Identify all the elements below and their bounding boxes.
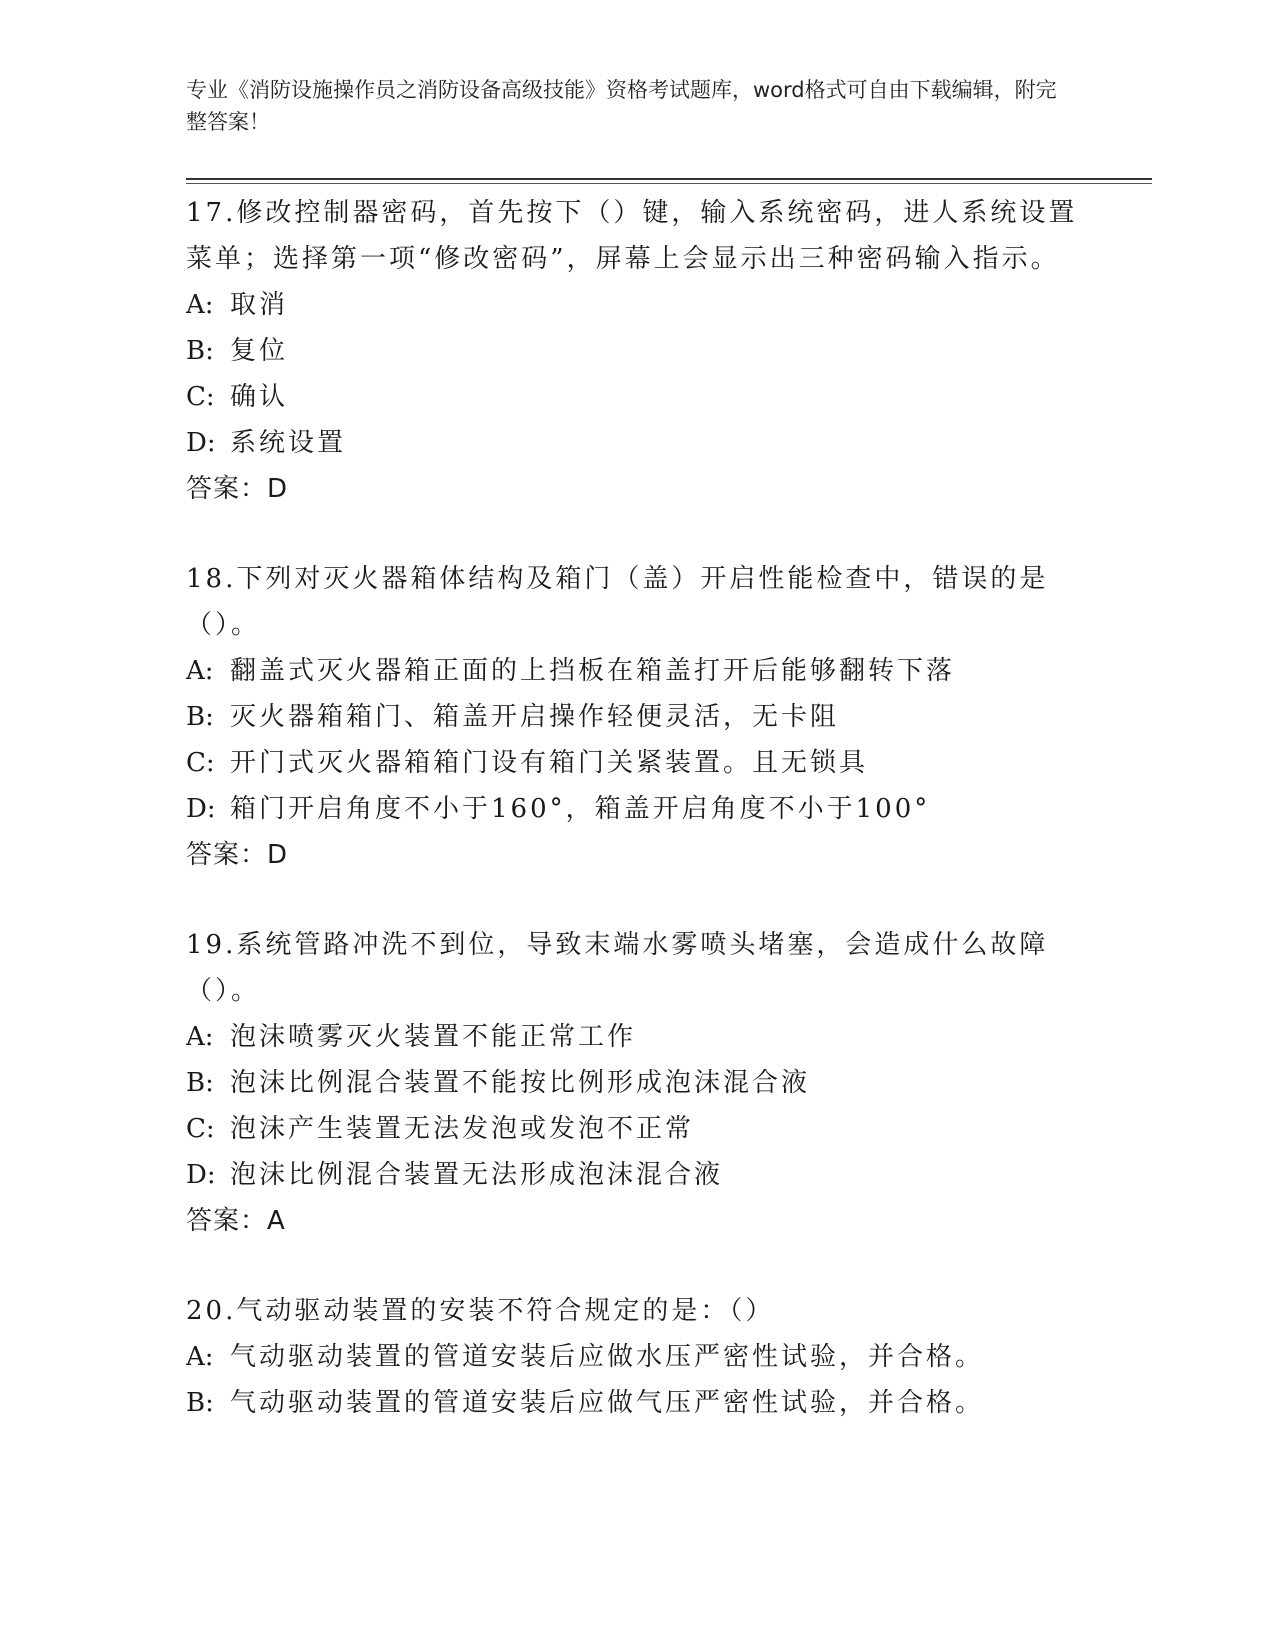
option-key: A: [186,656,214,686]
option-key: A: [186,1022,214,1052]
option-text: 开门式灭火器箱箱门设有箱门关紧装置。且无锁具 [230,748,869,778]
option-text: 泡沫产生装置无法发泡或发泡不正常 [230,1114,695,1144]
option-text: 泡沫喷雾灭火装置不能正常工作 [230,1022,637,1052]
option-d [186,420,1086,466]
question-stem: 18.下列对灭火器箱体结构及箱门（盖）开启性能检查中，错误的是（）。 [186,564,1049,640]
option-text: 系统设置 [230,428,347,458]
option-d [186,786,1086,832]
option-key: B: [186,1388,214,1418]
spacer [186,878,1086,922]
option-key: B: [186,1068,214,1098]
option-b [186,328,1086,374]
option-key: B: [186,702,214,732]
option-c [186,374,1086,420]
option-text: 气动驱动装置的管道安装后应做水压严密性试验，并合格。 [230,1342,985,1372]
option-key: A: [186,290,214,320]
question-18 [186,556,1086,878]
option-key: B: [186,336,214,366]
option-text: 翻盖式灭火器箱正面的上挡板在箱盖打开后能够翻转下落 [230,656,956,686]
option-b [186,1060,1086,1106]
option-text: 泡沫比例混合装置无法形成泡沫混合液 [230,1160,724,1190]
option-key: D: [186,794,216,824]
header-rule-thin [186,183,1152,184]
option-key: C: [186,382,215,412]
spacer [186,1244,1086,1288]
question-20 [186,1288,1086,1426]
question-list [186,190,1086,1426]
question-stem: 20.气动驱动装置的安装不符合规定的是：（） [186,1296,775,1326]
option-b [186,1380,1086,1426]
option-text: 确认 [230,382,289,412]
question-19 [186,922,1086,1244]
option-text: 取消 [230,290,289,320]
option-text: 气动驱动装置的管道安装后应做气压严密性试验，并合格。 [230,1388,985,1418]
option-key: D: [186,1160,216,1190]
option-key: D: [186,428,216,458]
option-c [186,740,1086,786]
option-key: C: [186,748,215,778]
question-stem: 17.修改控制器密码，首先按下（）键，输入系统密码，进人系统设置菜单；选择第一项“修改密码”，屏幕上会显示出三种密码输入指示。 [186,198,1078,274]
option-key: A: [186,1342,214,1372]
option-c [186,1106,1086,1152]
question-17 [186,190,1086,512]
answer-line: 答案：D [186,474,289,504]
option-a [186,1014,1086,1060]
option-a [186,1334,1086,1380]
option-d [186,1152,1086,1198]
option-key: C: [186,1114,215,1144]
answer-line: 答案：D [186,840,289,870]
option-a [186,282,1086,328]
page-header: 专业《消防设施操作员之消防设备高级技能》资格考试题库，word格式可自由下载编辑，附完整答案！ [186,78,1057,134]
option-text: 复位 [230,336,289,366]
header-rule-thick [186,178,1152,180]
option-b [186,694,1086,740]
option-text: 泡沫比例混合装置不能按比例形成泡沫混合液 [230,1068,811,1098]
spacer [186,512,1086,556]
question-stem: 19.系统管路冲洗不到位，导致末端水雾喷头堵塞，会造成什么故障（）。 [186,930,1049,1006]
answer-line: 答案：A [186,1206,286,1236]
option-text: 箱门开启角度不小于160°，箱盖开启角度不小于100° [230,794,931,824]
option-a [186,648,1086,694]
option-text: 灭火器箱箱门、箱盖开启操作轻便灵活，无卡阻 [230,702,840,732]
